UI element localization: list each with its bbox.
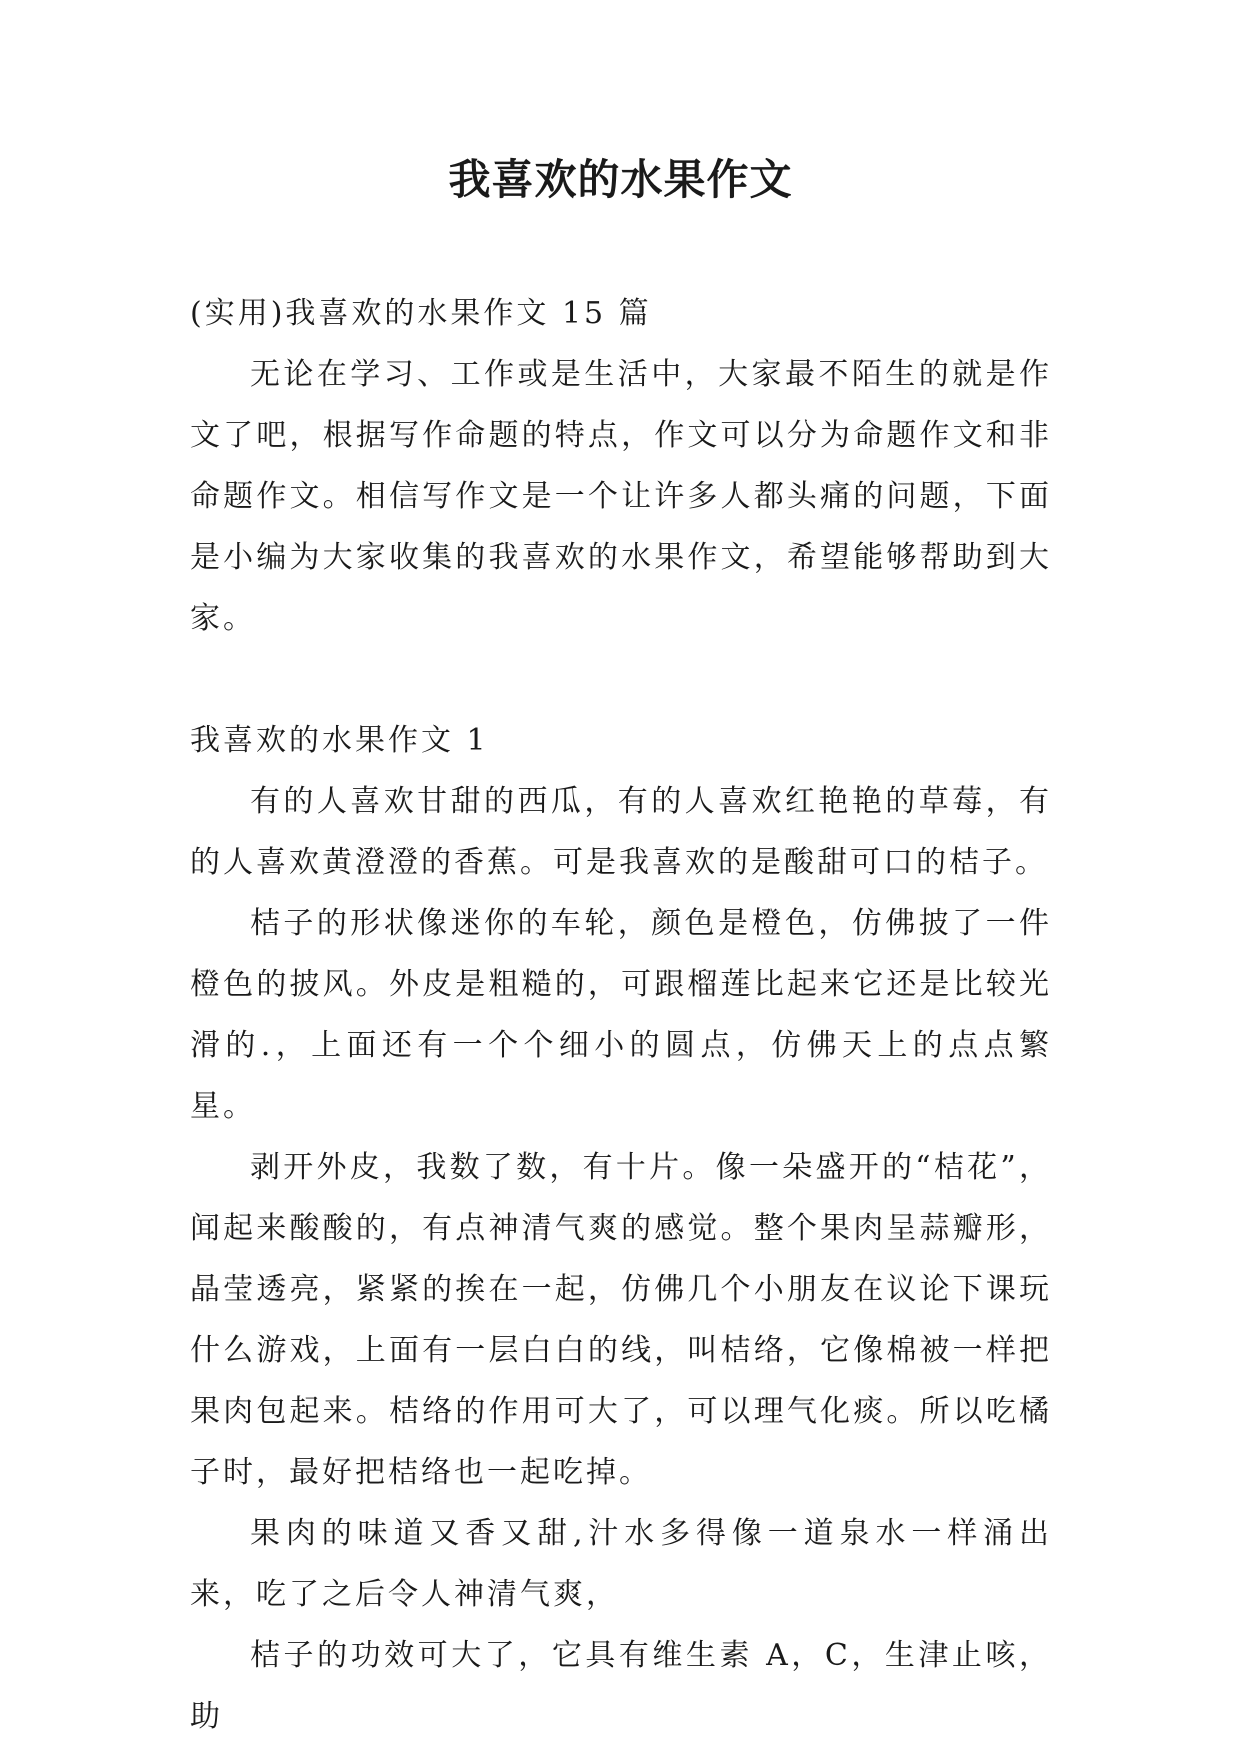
body-paragraph: 桔子的功效可大了，它具有维生素 A，C，生津止咳，助 <box>190 1638 1052 1734</box>
body-paragraph: 有的人喜欢甘甜的西瓜，有的人喜欢红艳艳的草莓，有的人喜欢黄澄澄的香蕉。可是我喜欢的是酸甜可口的桔子。 <box>190 784 1052 880</box>
document-body <box>190 283 1052 1747</box>
body-paragraph: 剥开外皮，我数了数，有十片。像一朵盛开的“桔花”，闻起来酸酸的，有点神清气爽的感觉。整个果肉呈蒜瓣形，晶莹透亮，紧紧的挨在一起，仿佛几个小朋友在议论下课玩什么游戏，上面有一层白白的线，叫桔络，它像棉被一样把果肉包起来。桔络的作用可大了，可以理气化痰。所以吃橘子时，最好把桔络也一起吃掉。 <box>190 1150 1052 1490</box>
intro-paragraph: 无论在学习、工作或是生活中，大家最不陌生的就是作文了吧，根据写作命题的特点，作文可以分为命题作文和非命题作文。相信写作文是一个让许多人都头痛的问题，下面是小编为大家收集的我喜欢的水果作文，希望能够帮助到大家。 <box>190 357 1052 636</box>
document-title: 我喜欢的水果作文 <box>448 155 793 204</box>
body-paragraph: 果肉的味道又香又甜,汁水多得像一道泉水一样涌出来，吃了之后令人神清气爽， <box>190 1516 1052 1612</box>
section-heading: 我喜欢的水果作文 1 <box>190 723 489 758</box>
body-paragraph: 桔子的形状像迷你的车轮，颜色是橙色，仿佛披了一件橙色的披风。外皮是粗糙的，可跟榴莲比起来它还是比较光滑的.，上面还有一个个细小的圆点，仿佛天上的点点繁星。 <box>190 906 1052 1124</box>
document-subtitle: (实用)我喜欢的水果作文 15 篇 <box>190 296 652 331</box>
